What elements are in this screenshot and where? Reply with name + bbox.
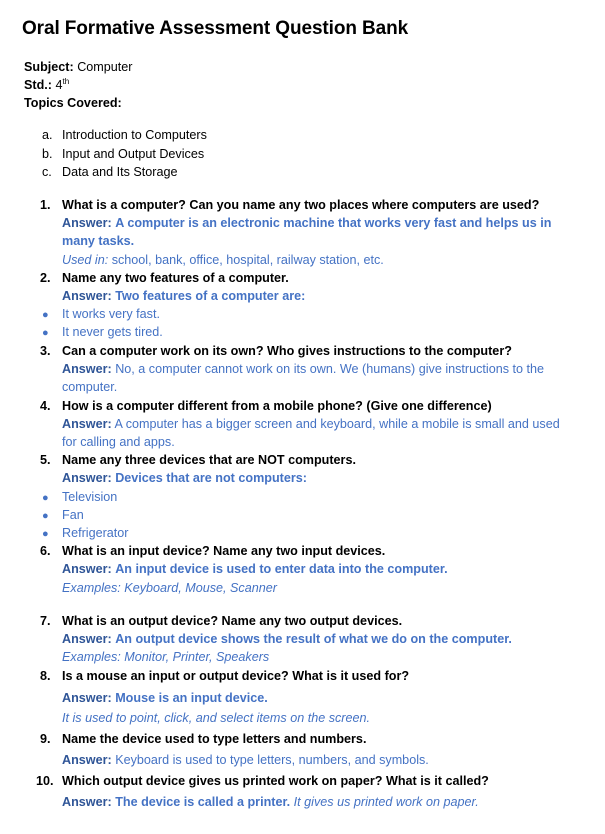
answer-text: Keyboard is used to type letters, numbers, and symbols. [115,753,429,767]
answer-label: Answer: [62,795,112,809]
question-number: 2. [40,271,51,285]
question-text: Can a computer work on its own? Who gives instructions to the computer? [62,344,512,358]
bullet-item: ● It works very fast. [42,307,160,321]
question-text: How is a computer different from a mobile phone? (Give one difference) [62,399,492,413]
answer-block [62,214,572,250]
examples-text: Examples: Monitor, Printer, Speakers [62,650,270,664]
bullet-item: ● Refrigerator [42,526,129,540]
answer-block [62,287,572,305]
usage-text: It is used to point, click, and select items on the screen. [62,711,370,725]
topics-line [24,94,122,112]
bullet-item: ● Television [42,490,118,504]
answer-label: Answer: [62,691,112,705]
question-number: 5. [40,453,51,467]
std-line [24,76,69,94]
question-text: Name any two features of a computer. [62,271,289,285]
subject-line [24,58,132,76]
answer-block [62,630,572,648]
answer-block [62,469,572,487]
question-number: 10. [36,774,54,788]
answer-block [62,360,572,396]
topic-item: a. Introduction to Computers [42,128,207,142]
std-label: Std.: [24,78,52,92]
answer-block [62,560,572,578]
answer-extra-text: It gives us printed work on paper. [290,795,479,809]
question-number: 4. [40,399,51,413]
answer-text: Two features of a computer are: [115,289,306,303]
answer-text: Mouse is an input device. [115,691,268,705]
answer-block [62,751,572,769]
answer-label: Answer: [62,289,112,303]
bullet-item: ● Fan [42,508,84,522]
std-sup: th [62,76,70,86]
answer-text: An output device shows the result of what we do on the computer. [115,632,512,646]
answer-block [62,415,572,451]
question-text: Which output device gives us printed work on paper? What is it called? [62,774,489,788]
topic-item: c. Data and Its Storage [42,165,178,179]
question-number: 8. [40,669,51,683]
question-number: 9. [40,732,51,746]
question-number: 1. [40,198,51,212]
answer-text: A computer is an electronic machine that works very fast and helps us in many tasks. [62,216,552,248]
subject-label: Subject: [24,60,74,74]
answer-text: Devices that are not computers: [115,471,307,485]
bullet-item: ● It never gets tired. [42,325,163,339]
answer-label: Answer: [62,562,112,576]
used-in-line [62,251,572,269]
answer-label: Answer: [62,753,112,767]
used-in-text: school, bank, office, hospital, railway station, etc. [108,253,384,267]
answer-text: A computer has a bigger screen and keyboard, while a mobile is small and used for calling and apps. [62,417,560,449]
answer-text: An input device is used to enter data into the computer. [115,562,448,576]
answer-block [62,793,572,811]
question-number: 7. [40,614,51,628]
answer-text: The device is called a printer. [115,795,291,809]
std-value: 4 [55,78,63,92]
answer-label: Answer: [62,417,112,431]
page-title: Oral Formative Assessment Question Bank [22,18,409,39]
question-text: What is an input device? Name any two input devices. [62,544,386,558]
answer-label: Answer: [62,632,112,646]
question-text: Name the device used to type letters and numbers. [62,732,367,746]
question-text: Name any three devices that are NOT computers. [62,453,356,467]
subject-value: Computer [77,60,133,74]
topics-label: Topics Covered: [24,96,122,110]
answer-label: Answer: [62,216,112,230]
answer-label: Answer: [62,362,112,376]
answer-label: Answer: [62,471,112,485]
question-text: What is an output device? Name any two output devices. [62,614,403,628]
topic-item: b. Input and Output Devices [42,147,205,161]
used-in-label: Used in: [62,253,109,267]
question-number: 3. [40,344,51,358]
question-text: Is a mouse an input or output device? What is it used for? [62,669,410,683]
answer-block [62,689,572,707]
examples-text: Examples: Keyboard, Mouse, Scanner [62,581,277,595]
answer-text: No, a computer cannot work on its own. We (humans) give instructions to the computer. [62,362,545,394]
question-number: 6. [40,544,51,558]
question-text: What is a computer? Can you name any two places where computers are used? [62,198,540,212]
